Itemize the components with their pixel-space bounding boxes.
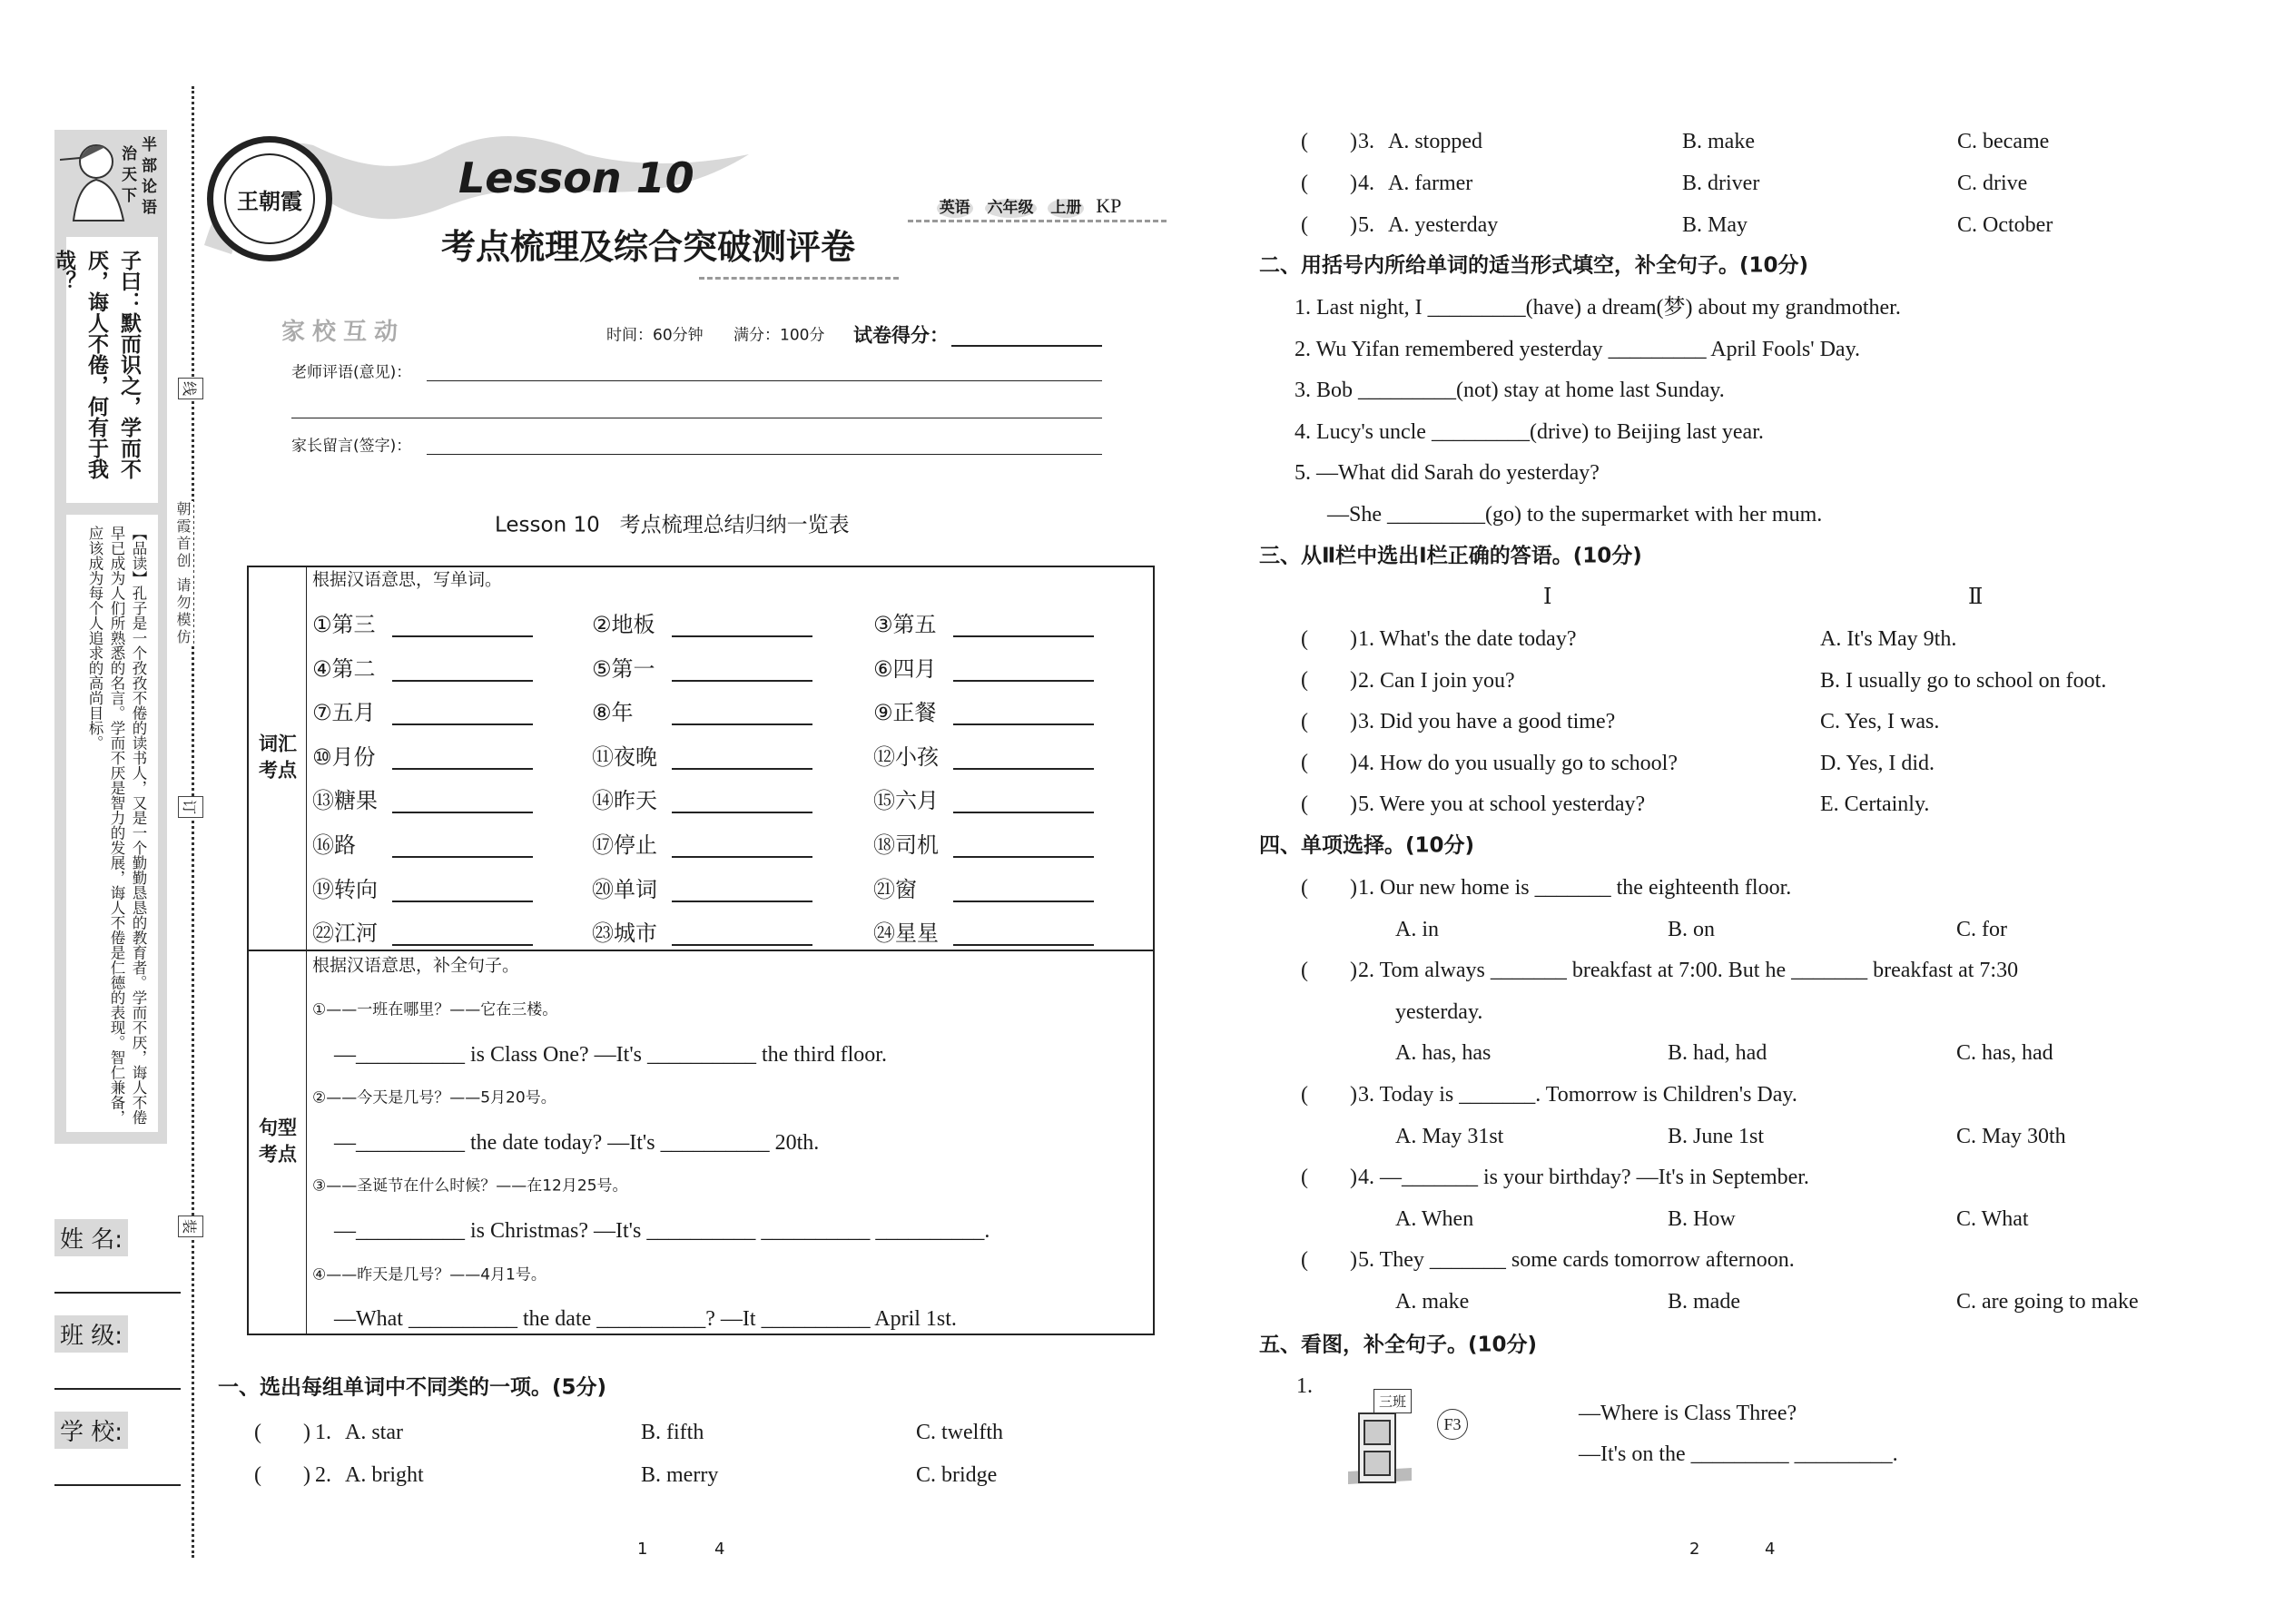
mc-question: 3. Today is _______. Tomorrow is Children's Day. (1358, 1083, 1797, 1107)
sentence-prompt: ①——一班在哪里？——它在三楼。 (312, 1000, 558, 1019)
sentence-prompt: ④——昨天是几号？——4月1号。 (312, 1265, 546, 1284)
match-question: 1. What's the date today? (1358, 627, 1577, 651)
vocab-item: ⑨正餐 (873, 700, 937, 726)
option-c[interactable]: C. twelfth (916, 1421, 1003, 1444)
section-5-heading: 五、看图，补全句子。(10分) (1259, 1333, 1538, 1357)
answer-box[interactable] (1301, 172, 1357, 195)
time-limit: 时间：60分钟 (606, 326, 704, 345)
option-a[interactable]: A. bright (345, 1463, 424, 1487)
vocab-instruction: 根据汉语意思，写单词。 (312, 569, 503, 590)
exam-title: 考点梳理及综合突破测评卷 (441, 226, 856, 267)
brand-logo (207, 136, 332, 261)
page-number: 2 (1689, 1540, 1700, 1559)
teacher-comment-label: 老师评语(意见)： (291, 363, 412, 382)
match-question: 4. How do you usually go to school? (1358, 751, 1678, 775)
vocab-item: ③第五 (873, 612, 937, 637)
section-2-heading: 二、用括号内所给单词的适当形式填空，补全句子。(10分) (1259, 253, 1809, 278)
answer-blank[interactable] (392, 768, 533, 770)
answer-box[interactable] (254, 1421, 310, 1444)
answer-box[interactable] (1301, 627, 1357, 651)
match-answer: D. Yes, I did. (1820, 751, 1935, 775)
full-score: 满分：100分 (733, 326, 825, 345)
answer-box[interactable] (1301, 752, 1357, 775)
vocab-item: ⑥四月 (873, 655, 937, 682)
option-c[interactable]: C. What (1956, 1206, 2029, 1231)
question-number: 2. (315, 1463, 331, 1487)
name-label: 姓 名: (54, 1219, 128, 1256)
fill-in-sentence[interactable]: —She _________(go) to the supermarket with her mum. (1327, 503, 1823, 527)
fill-in-sentence[interactable]: 4. Lucy's uncle _________(drive) to Beijing last year. (1295, 419, 1764, 444)
answer-blank[interactable] (953, 723, 1094, 725)
match-question: 3. Did you have a good time? (1358, 710, 1616, 734)
match-answer: C. Yes, I was. (1820, 710, 1940, 734)
fill-in-sentence[interactable]: 1. Last night, I _________(have) a dream(梦) about my grandmother. (1295, 296, 1901, 320)
vocab-item: ⑭昨天 (592, 788, 657, 814)
grade-label: 六年级 (985, 199, 1037, 218)
vocab-item: ㉓城市 (592, 920, 657, 947)
subject-meta (915, 181, 1121, 233)
option-b[interactable]: B. June 1st (1668, 1124, 1765, 1148)
match-answer: E. Certainly. (1820, 792, 1930, 817)
answer-box[interactable] (254, 1463, 310, 1487)
fill-in-sentence[interactable]: 5. —What did Sarah do yesterday? (1295, 461, 1600, 486)
vocab-item: ⑮六月 (873, 788, 939, 814)
sentence-blank-line[interactable]: —__________ is Christmas? —It's __________ __________ __________. (334, 1219, 990, 1243)
page-number: 1 (637, 1540, 648, 1559)
answer-blank[interactable] (672, 901, 812, 902)
answer-blank[interactable] (672, 635, 812, 637)
option-b[interactable]: B. driver (1682, 172, 1760, 195)
answer-blank[interactable] (672, 680, 812, 682)
school-label: 学 校: (54, 1412, 128, 1449)
vocab-item: ⑧年 (592, 700, 634, 726)
quote-box (52, 237, 158, 503)
sentence-blank-line[interactable]: —__________ the date today? —It's __________ 20th. (334, 1130, 820, 1155)
answer-box[interactable] (1301, 1166, 1357, 1189)
vocab-item: ④第二 (312, 655, 376, 682)
option-b[interactable]: B. fifth (641, 1421, 704, 1444)
answer-box[interactable] (1301, 710, 1357, 733)
picture-question-number: 1. (1296, 1374, 1313, 1398)
section-3-heading: 三、从Ⅱ栏中选出Ⅰ栏正确的答语。(10分) (1259, 544, 1642, 568)
option-c[interactable]: C. October (1957, 213, 2053, 237)
match-answer: A. It's May 9th. (1820, 627, 1957, 651)
sentence-label-1: 句型 (259, 1117, 297, 1139)
answer-blank[interactable] (392, 901, 533, 902)
answer-blank[interactable] (672, 768, 812, 770)
sentence-blank-line[interactable]: —What __________ the date __________? —It __________ April 1st. (334, 1307, 957, 1332)
class-label: 班 级: (54, 1315, 128, 1353)
match-question: 5. Were you at school yesterday? (1358, 792, 1646, 817)
vocab-label-1: 词汇 (259, 733, 297, 755)
summary-title: Lesson 10 考点梳理总结归纳一览表 (495, 513, 850, 537)
option-a[interactable]: A. make (1395, 1290, 1470, 1314)
answer-blank[interactable] (953, 635, 1094, 637)
sentence-prompt: ③——圣诞节在什么时候？——在12月25号。 (312, 1176, 628, 1196)
option-b[interactable]: B. merry (641, 1463, 719, 1487)
reading-box (66, 515, 158, 1132)
vocab-item: ⑰停止 (592, 832, 657, 858)
answer-blank[interactable] (392, 680, 533, 682)
vocab-item: ⑳单词 (592, 876, 657, 902)
vocab-item: ②地板 (592, 612, 655, 637)
question-number: 1. (315, 1421, 331, 1444)
answer-blank[interactable] (392, 856, 533, 858)
vocab-item: ⑤第一 (592, 655, 655, 682)
sentence-label-2: 考点 (259, 1143, 297, 1166)
answer-box[interactable] (1301, 876, 1357, 900)
option-c[interactable]: C. has, had (1956, 1041, 2053, 1066)
answer-box[interactable] (1301, 130, 1357, 153)
option-a[interactable]: A. May 31st (1395, 1124, 1504, 1148)
vocab-item: ⑩月份 (312, 743, 376, 770)
name-input[interactable] (54, 1292, 181, 1294)
parent-comment-input[interactable] (427, 454, 1102, 455)
answer-blank[interactable] (672, 812, 812, 813)
door-icon (1348, 1412, 1412, 1486)
home-school-badge: 家校互动 (281, 319, 406, 346)
vocab-item: ①第三 (312, 612, 376, 637)
question-number: 5. (1358, 213, 1374, 237)
answer-blank[interactable] (953, 944, 1094, 946)
class-input[interactable] (54, 1388, 181, 1390)
binding-mark: 线 (178, 378, 203, 399)
answer-box[interactable] (1301, 669, 1357, 693)
answer-blank[interactable] (392, 723, 533, 725)
answer-box[interactable] (1301, 959, 1357, 982)
answer-blank[interactable] (953, 768, 1094, 770)
answer-blank[interactable] (672, 856, 812, 858)
parent-comment-label: 家长留言(签字)： (291, 437, 412, 456)
option-a[interactable]: A. in (1395, 917, 1439, 941)
answer-blank[interactable] (672, 944, 812, 946)
vocab-item: ⑬糖果 (312, 788, 378, 814)
vocab-item: ⑪夜晚 (592, 743, 657, 770)
option-c[interactable]: C. bridge (916, 1463, 998, 1487)
answer-blank[interactable] (953, 901, 1094, 902)
picture-question: —Where is Class Three? (1579, 1402, 1797, 1425)
meta-divider (908, 220, 1167, 222)
answer-box[interactable] (1301, 213, 1357, 237)
option-c[interactable]: C. for (1956, 917, 2007, 941)
binding-mark: 订 (178, 796, 203, 818)
confucius-quote: 子曰：默而识之，学而不厌，诲人不倦，何有于我哉？ (52, 250, 141, 479)
option-a[interactable]: A. farmer (1388, 172, 1473, 195)
score-label: 试卷得分： (853, 324, 949, 347)
option-b[interactable]: B. on (1668, 917, 1716, 941)
question-number: 3. (1358, 130, 1374, 153)
mc-question: 2. Tom always _______ breakfast at 7:00. But he _______ breakfast at 7:30 (1358, 959, 2019, 983)
option-a[interactable]: A. stopped (1388, 130, 1482, 153)
brand-name: 王朝霞 (224, 153, 315, 244)
option-b[interactable]: B. made (1668, 1290, 1740, 1314)
vocab-label-2: 考点 (259, 759, 297, 782)
floor-badge: F3 (1437, 1409, 1468, 1440)
fill-in-sentence[interactable]: 2. Wu Yifan remembered yesterday _________ April Fools' Day. (1295, 337, 1861, 361)
page-total: 4 (1765, 1540, 1776, 1559)
option-a[interactable]: A. When (1395, 1206, 1474, 1231)
option-c[interactable]: C. became (1957, 130, 2050, 153)
vocab-item: ⑱司机 (873, 832, 939, 858)
option-a[interactable]: A. star (345, 1421, 403, 1444)
reading-text: 【品读】孔子是一个孜孜不倦的读书人，又是一个勤勤恳恳的教育者。学而不厌，诲人不倦早已成为人们所熟悉的名言。学而不厌是智力的发展，诲人不倦是仁德的表现。智仁兼备，应该成为每个人追求的高尚目标。 (86, 526, 147, 1125)
match-answer: B. I usually go to school on foot. (1820, 668, 2107, 693)
volume-label: 上册 (1048, 199, 1084, 218)
mc-question: 4. —_______ is your birthday? —It's in September. (1358, 1166, 1809, 1190)
picture-answer[interactable]: —It's on the _________ _________. (1579, 1442, 1898, 1466)
mc-question-continued: yesterday. (1395, 999, 1483, 1024)
lesson-title: Lesson 10 (458, 153, 694, 202)
binding-line (192, 86, 194, 1558)
option-b[interactable]: B. How (1668, 1206, 1736, 1231)
option-b[interactable]: B. May (1682, 213, 1748, 237)
answer-blank[interactable] (953, 856, 1094, 858)
vocab-item: ㉔星星 (873, 920, 939, 947)
school-input[interactable] (54, 1484, 181, 1486)
table-divider (247, 950, 1153, 951)
vocab-item: ㉑窗 (873, 876, 917, 902)
mc-question: 5. They _______ some cards tomorrow afternoon. (1358, 1248, 1795, 1273)
sentence-prompt: ②——今天是几号？——5月20号。 (312, 1088, 556, 1107)
option-c[interactable]: C. are going to make (1956, 1290, 2139, 1314)
answer-blank[interactable] (953, 680, 1094, 682)
section-1-heading: 一、选出每组单词中不同类的一项。(5分) (218, 1375, 607, 1400)
answer-blank[interactable] (392, 635, 533, 637)
option-c[interactable]: C. drive (1957, 172, 2028, 195)
page-total: 4 (714, 1540, 725, 1559)
section-4-heading: 四、单项选择。(10分) (1259, 833, 1475, 858)
teacher-comment-input[interactable] (427, 380, 1102, 381)
side-note: 朝霞首创 请勿模仿 (174, 501, 192, 647)
answer-box[interactable] (1301, 1248, 1357, 1272)
option-a[interactable]: A. yesterday (1388, 213, 1499, 237)
slogan-line-1: 半部论语 (138, 136, 156, 220)
vocab-item: ⑫小孩 (873, 743, 939, 770)
question-number: 4. (1358, 172, 1374, 195)
vocab-item: ㉒江河 (312, 920, 378, 947)
mc-question: 1. Our new home is _______ the eighteenth floor. (1358, 876, 1792, 900)
answer-blank[interactable] (392, 944, 533, 946)
slogan-line-2: 治天下 (118, 145, 136, 208)
column-1-header: Ⅰ (1543, 586, 1552, 609)
vocab-item: ⑯路 (312, 832, 356, 858)
answer-blank[interactable] (953, 812, 1094, 813)
option-b[interactable]: B. make (1682, 130, 1755, 153)
binding-mark: 装 (178, 1216, 203, 1237)
fill-in-sentence[interactable]: 3. Bob _________(not) stay at home last Sunday. (1295, 379, 1725, 403)
sentence-instruction: 根据汉语意思，补全句子。 (312, 955, 520, 976)
sentence-blank-line[interactable]: —__________ is Class One? —It's __________ the third floor. (334, 1042, 887, 1067)
option-a[interactable]: A. has, has (1395, 1041, 1492, 1066)
subject-label: 英语 (937, 199, 973, 218)
option-c[interactable]: C. May 30th (1956, 1124, 2066, 1148)
column-2-header: Ⅱ (1968, 586, 1984, 609)
answer-box[interactable] (1301, 1083, 1357, 1107)
match-question: 2. Can I join you? (1358, 668, 1515, 693)
vocab-item: ⑲转向 (312, 876, 378, 902)
option-b[interactable]: B. had, had (1668, 1041, 1767, 1066)
answer-blank[interactable] (672, 723, 812, 725)
vocab-item: ⑦五月 (312, 700, 376, 726)
edition-label: KP (1096, 194, 1122, 217)
answer-blank[interactable] (392, 812, 533, 813)
class-sign: 三班 (1373, 1389, 1412, 1413)
answer-box[interactable] (1301, 792, 1357, 816)
title-divider (699, 277, 899, 280)
score-input[interactable] (951, 345, 1102, 347)
